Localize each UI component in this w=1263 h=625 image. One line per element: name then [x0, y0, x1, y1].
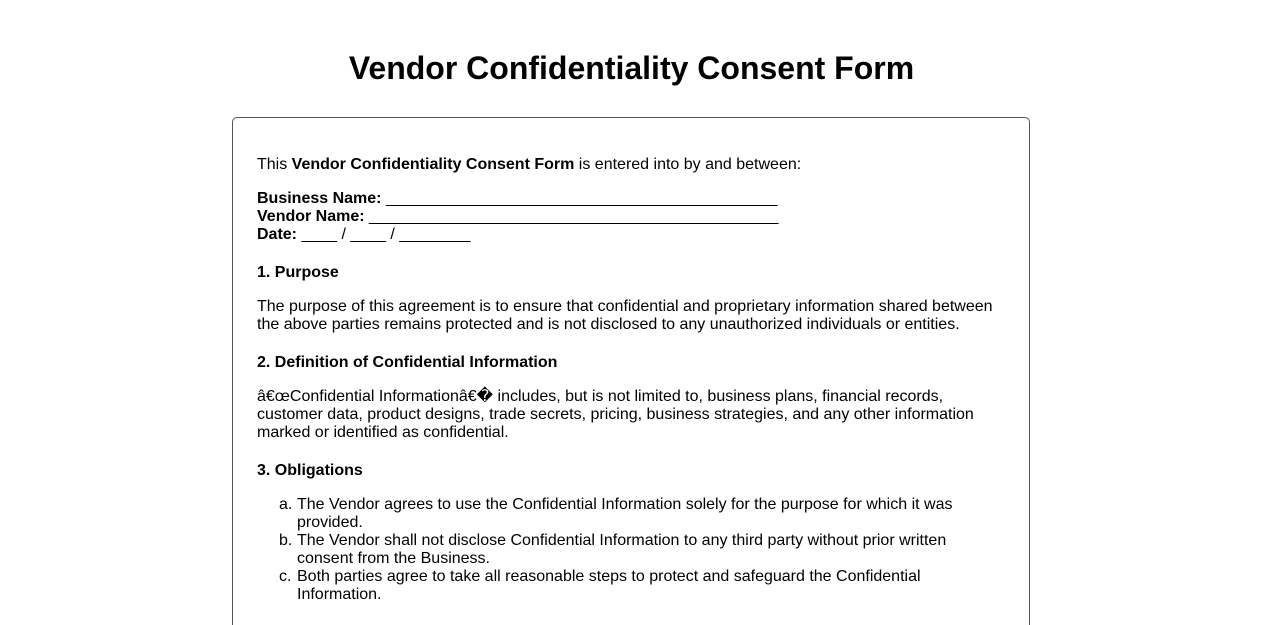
- obligations-heading: 3. Obligations: [257, 462, 363, 479]
- obligations-list: [257, 496, 1005, 604]
- vendor-name-label: Vendor Name:: [257, 208, 365, 225]
- page-title: Vendor Confidentiality Consent Form: [348, 50, 915, 86]
- list-item-text: Both parties agree to take all reasonable steps to protect and safeguard the Confidential Information.: [297, 568, 921, 603]
- date-label: Date:: [257, 226, 298, 243]
- list-item: [279, 532, 1005, 568]
- date-blank: ____ / ____ / ________: [297, 226, 471, 243]
- list-marker: a.: [279, 496, 293, 513]
- list-item: [279, 568, 1005, 604]
- business-name-blank: ____________________________________________: [381, 190, 778, 207]
- list-item-text: The Vendor agrees to use the Confidential Information solely for the purpose for which it was provided.: [297, 496, 953, 531]
- definition-text: â€œConfidential Informationâ€� includes, but is not limited to, business plans, financial records, customer data, product designs, trade secrets, pricing, business strategies, and any other information marked or identified as confidential.: [257, 388, 974, 441]
- list-item: [279, 496, 1005, 532]
- intro-paragraph: [257, 156, 1005, 174]
- vendor-name-blank: ______________________________________________: [364, 208, 779, 225]
- party-fields: [257, 190, 1005, 244]
- business-name-field: [257, 190, 1005, 208]
- intro-prefix: This: [257, 156, 292, 173]
- purpose-text: The purpose of this agreement is to ensure that confidential and proprietary information shared between the above parties remains protected and is not disclosed to any unauthorized individuals or entities.: [257, 298, 993, 333]
- vendor-name-field: [257, 208, 1005, 226]
- purpose-heading: 1. Purpose: [257, 264, 339, 281]
- date-field: [257, 226, 1005, 244]
- list-item-text: The Vendor shall not disclose Confidential Information to any third party without prior written consent from the Business.: [297, 532, 947, 567]
- business-name-label: Business Name:: [257, 190, 382, 207]
- intro-form-name: Vendor Confidentiality Consent Form: [291, 156, 575, 173]
- definition-heading: 2. Definition of Confidential Information: [257, 354, 558, 371]
- intro-suffix: is entered into by and between:: [574, 156, 802, 173]
- list-marker: b.: [279, 532, 293, 549]
- list-marker: c.: [279, 568, 292, 585]
- form-card: [232, 117, 1030, 625]
